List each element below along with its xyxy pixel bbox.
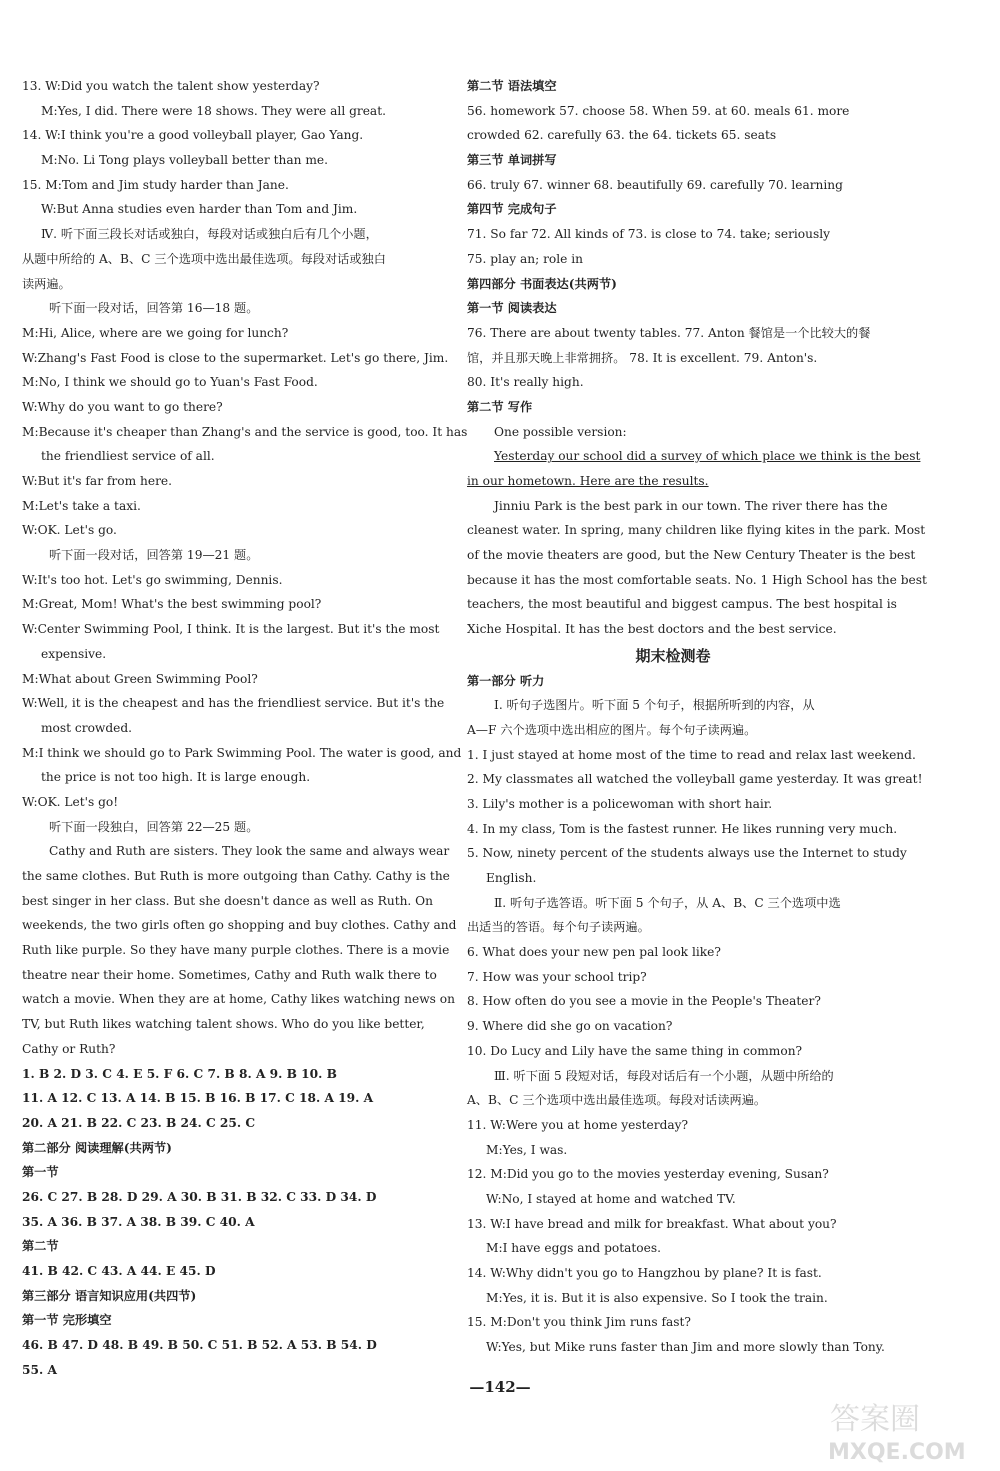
text-line: M:Yes, it is. But it is also expensive. So I took the train.: [486, 1290, 828, 1305]
text-line: 听下面一段对话，回答第 19—21 题。: [49, 548, 259, 563]
page-number: —142—: [469, 1378, 531, 1396]
watermark-logo: [820, 1395, 995, 1465]
text-line: 6. What does your new pen pal look like?: [467, 945, 721, 960]
watermark-en: MXQE.COM: [828, 1440, 966, 1465]
text-line: 13. W:I have bread and milk for breakfast. What about you?: [467, 1216, 837, 1231]
left-column: [22, 74, 468, 1382]
text-line: M:Let's take a taxi.: [22, 498, 141, 513]
text-line: M:I have eggs and potatoes.: [486, 1241, 661, 1256]
text-line: teachers, the most beautiful and biggest campus. The best hospital is: [467, 597, 897, 612]
right-column: [467, 74, 927, 1360]
text-line: Ruth like purple. So they have many purple clothes. There is a movie: [22, 943, 450, 958]
section-heading: 第二节 语法填空: [467, 79, 557, 93]
section-heading: 35. A 36. B 37. A 38. B 39. C 40. A: [22, 1214, 255, 1229]
text-line: 9. Where did she go on vacation?: [467, 1019, 673, 1034]
text-line: 80. It's really high.: [467, 375, 584, 390]
text-line: 11. W:Were you at home yesterday?: [467, 1117, 689, 1132]
text-line: W:But Anna studies even harder than Tom and Jim.: [41, 202, 358, 217]
section-heading: 第一节 阅读表达: [467, 301, 557, 316]
text-line: English.: [486, 871, 537, 885]
text-line: most crowded.: [41, 720, 133, 735]
section-heading: 第二节: [22, 1239, 59, 1254]
text-line: M:Hi, Alice, where are we going for lunch?: [22, 325, 289, 340]
text-line: A、B、C 三个选项中选出最佳选项。每段对话读两遍。: [467, 1093, 767, 1108]
text-line: 76. There are about twenty tables. 77. Anton 餐馆是一个比较大的餐: [467, 325, 871, 340]
text-line: expensive.: [41, 646, 107, 661]
text-line: W:Well, it is the cheapest and has the friendliest service. But it's the: [22, 696, 445, 711]
text-line: 7. How was your school trip?: [467, 969, 647, 984]
text-line: M:No. Li Tong plays volleyball better than me.: [41, 153, 328, 168]
text-line: 馆，并且那天晚上非常拥挤。 78. It is excellent. 79. Anton's.: [467, 350, 818, 365]
text-line: theatre near their home. Sometimes, Cathy and Ruth walk there to: [22, 967, 437, 982]
text-line: 读两遍。: [22, 276, 71, 291]
text-line: Ⅳ. 听下面三段长对话或独白，每段对话或独白后有几个小题，: [41, 227, 378, 242]
text-line: Cathy and Ruth are sisters. They look the same and always wear: [49, 844, 450, 859]
text-line: 14. W:I think you're a good volleyball player, Gao Yang.: [22, 128, 364, 143]
section-heading: 第一部分 听力: [467, 673, 545, 688]
text-line: cleanest water. In spring, many children like flying kites in the park. Most: [467, 523, 926, 538]
text-line: 5. Now, ninety percent of the students always use the Internet to study: [467, 846, 907, 861]
underlined-text: Yesterday our school did a survey of which place we think is the best: [494, 449, 921, 464]
text-line: 12. M:Did you go to the movies yesterday evening, Susan?: [467, 1167, 829, 1182]
text-line: the price is not too high. It is large enough.: [41, 770, 311, 785]
section-heading: 第三部分 语言知识应用(共四节): [22, 1288, 197, 1303]
section-heading: 第二节 写作: [467, 399, 533, 414]
text-line: [467, 444, 921, 469]
text-line: W:Yes, but Mike runs faster than Jim and more slowly than Tony.: [486, 1340, 885, 1355]
text-line: One possible version:: [494, 424, 627, 439]
section-heading: 第一节: [22, 1165, 59, 1180]
text-line: 75. play an; role in: [467, 251, 583, 266]
section-heading: 46. B 47. D 48. B 49. B 50. C 51. B 52. A 53. B 54. D: [22, 1338, 377, 1353]
text-line: 1. I just stayed at home most of the time to read and relax last weekend.: [467, 747, 916, 762]
text-line: 听下面一段独白，回答第 22—25 题。: [49, 819, 259, 834]
text-line: 10. Do Lucy and Lily have the same thing in common?: [467, 1043, 803, 1058]
text-line: the friendliest service of all.: [41, 449, 215, 464]
text-line: 56. homework 57. choose 58. When 59. at 60. meals 61. more: [467, 103, 850, 118]
text-line: because it has the most comfortable seats. No. 1 High School has the best: [467, 572, 927, 587]
section-heading: 11. A 12. C 13. A 14. B 15. B 16. B 17. C 18. A 19. A: [22, 1091, 374, 1106]
text-line: Ⅲ. 听下面 5 段短对话，每段对话后有一个小题，从题中所给的: [494, 1068, 834, 1083]
section-heading: 26. C 27. B 28. D 29. A 30. B 31. B 32. C 33. D 34. D: [22, 1189, 377, 1204]
section-heading: 第一节 完形填空: [22, 1313, 112, 1328]
text-line: W:Why do you want to go there?: [22, 399, 223, 414]
text-line: M:Because it's cheaper than Zhang's and the service is good, too. It has: [22, 424, 468, 439]
text-line: M:Yes, I was.: [486, 1142, 568, 1157]
text-line: 3. Lily's mother is a policewoman with short hair.: [467, 796, 773, 811]
text-line: W:It's too hot. Let's go swimming, Dennis.: [22, 572, 283, 587]
section-heading: 55. A: [22, 1362, 57, 1377]
section-heading: 第四节 完成句子: [467, 202, 557, 217]
text-line: 15. M:Tom and Jim study harder than Jane.: [22, 177, 289, 192]
text-line: Xiche Hospital. It has the best doctors and the best service.: [467, 622, 837, 637]
watermark-cn: 答案圈: [830, 1402, 920, 1437]
section-heading: 第三节 单词拼写: [467, 153, 557, 168]
text-line: W:OK. Let's go!: [22, 794, 119, 809]
text-line: crowded 62. carefully 63. the 64. tickets 65. seats: [467, 128, 777, 143]
text-line: W:Zhang's Fast Food is close to the supermarket. Let's go there, Jim.: [22, 350, 449, 365]
text-line: 听下面一段对话，回答第 16—18 题。: [49, 301, 259, 316]
text-line: M:No, I think we should go to Yuan's Fast Food.: [22, 375, 318, 390]
text-line: the same clothes. But Ruth is more outgoing than Cathy. Cathy is the: [22, 869, 450, 883]
text-line: M:I think we should go to Park Swimming Pool. The water is good, and: [22, 745, 462, 760]
section-title: 期末检测卷: [635, 646, 711, 665]
text-line: watch a movie. When they are at home, Cathy likes watching news on: [22, 992, 455, 1007]
text-line: 13. W:Did you watch the talent show yesterday?: [22, 79, 320, 93]
text-line: W:No, I stayed at home and watched TV.: [486, 1191, 736, 1206]
text-line: of the movie theaters are good, but the New Century Theater is the best: [467, 548, 916, 563]
text-line: M:What about Green Swimming Pool?: [22, 671, 258, 686]
section-heading: 20. A 21. B 22. C 23. B 24. C 25. C: [22, 1115, 256, 1130]
text-line: M:Great, Mom! What's the best swimming pool?: [22, 597, 322, 612]
text-line: Ⅰ. 听句子选图片。听下面 5 个句子，根据所听到的内容，从: [494, 698, 815, 713]
text-line: 15. M:Don't you think Jim runs fast?: [467, 1315, 691, 1330]
text-line: M:Yes, I did. There were 18 shows. They were all great.: [41, 103, 386, 118]
section-heading: 第二部分 阅读理解(共两节): [22, 1140, 172, 1155]
text-line: Cathy or Ruth?: [22, 1041, 116, 1056]
text-line: W:OK. Let's go.: [22, 523, 117, 538]
text-line: 8. How often do you see a movie in the People's Theater?: [467, 994, 821, 1009]
text-line: Jinniu Park is the best park in our town. The river there has the: [494, 498, 888, 513]
text-line: Ⅱ. 听句子选答语。听下面 5 个句子，从 A、B、C 三个选项中选: [494, 895, 841, 910]
text-line: [467, 469, 879, 494]
section-heading: 第四部分 书面表达(共两节): [467, 276, 617, 291]
section-heading: 1. B 2. D 3. C 4. E 5. F 6. C 7. B 8. A 9. B 10. B: [22, 1066, 337, 1081]
text-line: 14. W:Why didn't you go to Hangzhou by plane? It is fast.: [467, 1266, 822, 1280]
text-line: TV, but Ruth likes watching talent shows. Who do you like better,: [22, 1017, 425, 1032]
text-line: weekends, the two girls often go shopping and buy clothes. Cathy and: [22, 918, 457, 933]
text-line: 4. In my class, Tom is the fastest runner. He likes running very much.: [467, 821, 898, 836]
text-line: 71. So far 72. All kinds of 73. is close to 74. take; seriously: [467, 227, 831, 242]
text-line: 从题中所给的 A、B、C 三个选项中选出最佳选项。每段对话或独白: [22, 251, 386, 266]
text-line: 66. truly 67. winner 68. beautifully 69. carefully 70. learning: [467, 177, 843, 192]
underlined-text: in our hometown. Here are the results.: [467, 474, 709, 488]
text-line: 2. My classmates all watched the volleyball game yesterday. It was great!: [467, 772, 923, 787]
text-line: 出适当的答语。每个句子读两遍。: [467, 920, 650, 935]
text-line: W:Center Swimming Pool, I think. It is the largest. But it's the most: [22, 622, 440, 637]
section-heading: 41. B 42. C 43. A 44. E 45. D: [22, 1264, 216, 1278]
text-line: best singer in her class. But she doesn't dance as well as Ruth. On: [22, 893, 434, 908]
text-line: A—F 六个选项中选出相应的图片。每个句子读两遍。: [467, 722, 757, 737]
text-line: W:But it's far from here.: [22, 474, 172, 488]
